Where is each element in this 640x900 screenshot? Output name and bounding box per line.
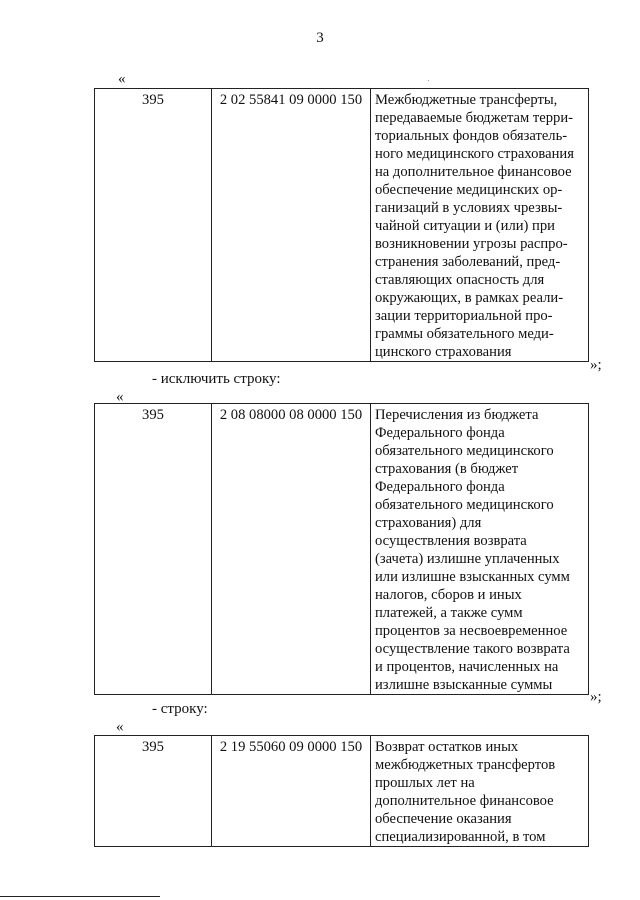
admin-code-cell: 395 (95, 89, 212, 362)
kbk-code-cell: 2 02 55841 09 0000 150 (212, 89, 371, 362)
description-line: чайной ситуации и (или) при (375, 218, 555, 234)
description-line: ганизаций в условиях чрезвы- (375, 200, 563, 216)
footnote-divider (0, 896, 160, 897)
description-line: излишне взысканные суммы (375, 677, 553, 693)
description-cell (371, 404, 589, 695)
description-line: Федерального фонда (375, 425, 505, 441)
description-line: на дополнительное финансовое (375, 164, 572, 180)
description-line: Межбюджетные трансферты, (375, 92, 558, 108)
description-line: страхования) для (375, 515, 482, 531)
close-quote: »; (590, 689, 602, 705)
budget-table-3 (94, 735, 589, 847)
description-line: Перечисления из бюджета (375, 407, 539, 423)
description-line: обязательного медицинского (375, 443, 554, 459)
scan-speck (428, 80, 429, 81)
description-line: процентов за несвоевременное (375, 623, 568, 639)
instruction-exclude-row: - исключить строку: (152, 371, 281, 387)
description-line: возникновении угрозы распро- (375, 236, 568, 252)
description-line: специализированной, в том (375, 829, 546, 845)
description-line: ного медицинского страхования (375, 146, 574, 162)
description-line: передаваемые бюджетам терри- (375, 110, 574, 126)
budget-table-1 (94, 88, 589, 362)
table-row (95, 404, 589, 695)
description-line: обеспечение медицинских ор- (375, 182, 563, 198)
description-line: окружающих, в рамках реали- (375, 290, 564, 306)
open-quote: « (116, 719, 124, 735)
admin-code-cell: 395 (95, 404, 212, 695)
description-line: осуществление такого возврата (375, 641, 570, 657)
description-line: осуществления возврата (375, 533, 527, 549)
description-line: (зачета) излишне уплаченных (375, 551, 560, 567)
page-number: 3 (316, 30, 324, 46)
admin-code-cell: 395 (95, 736, 212, 847)
description-line: зации территориальной про- (375, 308, 553, 324)
description-line: прошлых лет на (375, 775, 475, 791)
description-line: ставляющих опасность для (375, 272, 545, 288)
description-line: платежей, а также сумм (375, 605, 523, 621)
open-quote: « (118, 71, 126, 87)
description-line: межбюджетных трансфертов (375, 757, 556, 773)
close-quote: »; (590, 357, 602, 373)
description-line: странения заболеваний, пред- (375, 254, 561, 270)
open-quote: « (116, 389, 124, 405)
description-line: или излишне взысканных сумм (375, 569, 570, 585)
table-row (95, 736, 589, 847)
description-cell (371, 736, 589, 847)
table-row (95, 89, 589, 362)
kbk-code-cell: 2 08 08000 08 0000 150 (212, 404, 371, 695)
description-line: цинского страхования (375, 344, 512, 360)
description-line: налогов, сборов и иных (375, 587, 522, 603)
description-line: обязательного медицинского (375, 497, 554, 513)
instruction-row: - строку: (152, 701, 208, 717)
description-line: дополнительное финансовое (375, 793, 554, 809)
description-cell (371, 89, 589, 362)
description-line: обеспечение оказания (375, 811, 512, 827)
kbk-code-cell: 2 19 55060 09 0000 150 (212, 736, 371, 847)
description-line: и процентов, начисленных на (375, 659, 559, 675)
description-line: страхования (в бюджет (375, 461, 519, 477)
description-line: Федерального фонда (375, 479, 505, 495)
description-line: ториальных фондов обязатель- (375, 128, 568, 144)
budget-table-2 (94, 403, 589, 695)
description-line: Возврат остатков иных (375, 739, 519, 755)
description-line: граммы обязательного меди- (375, 326, 554, 342)
